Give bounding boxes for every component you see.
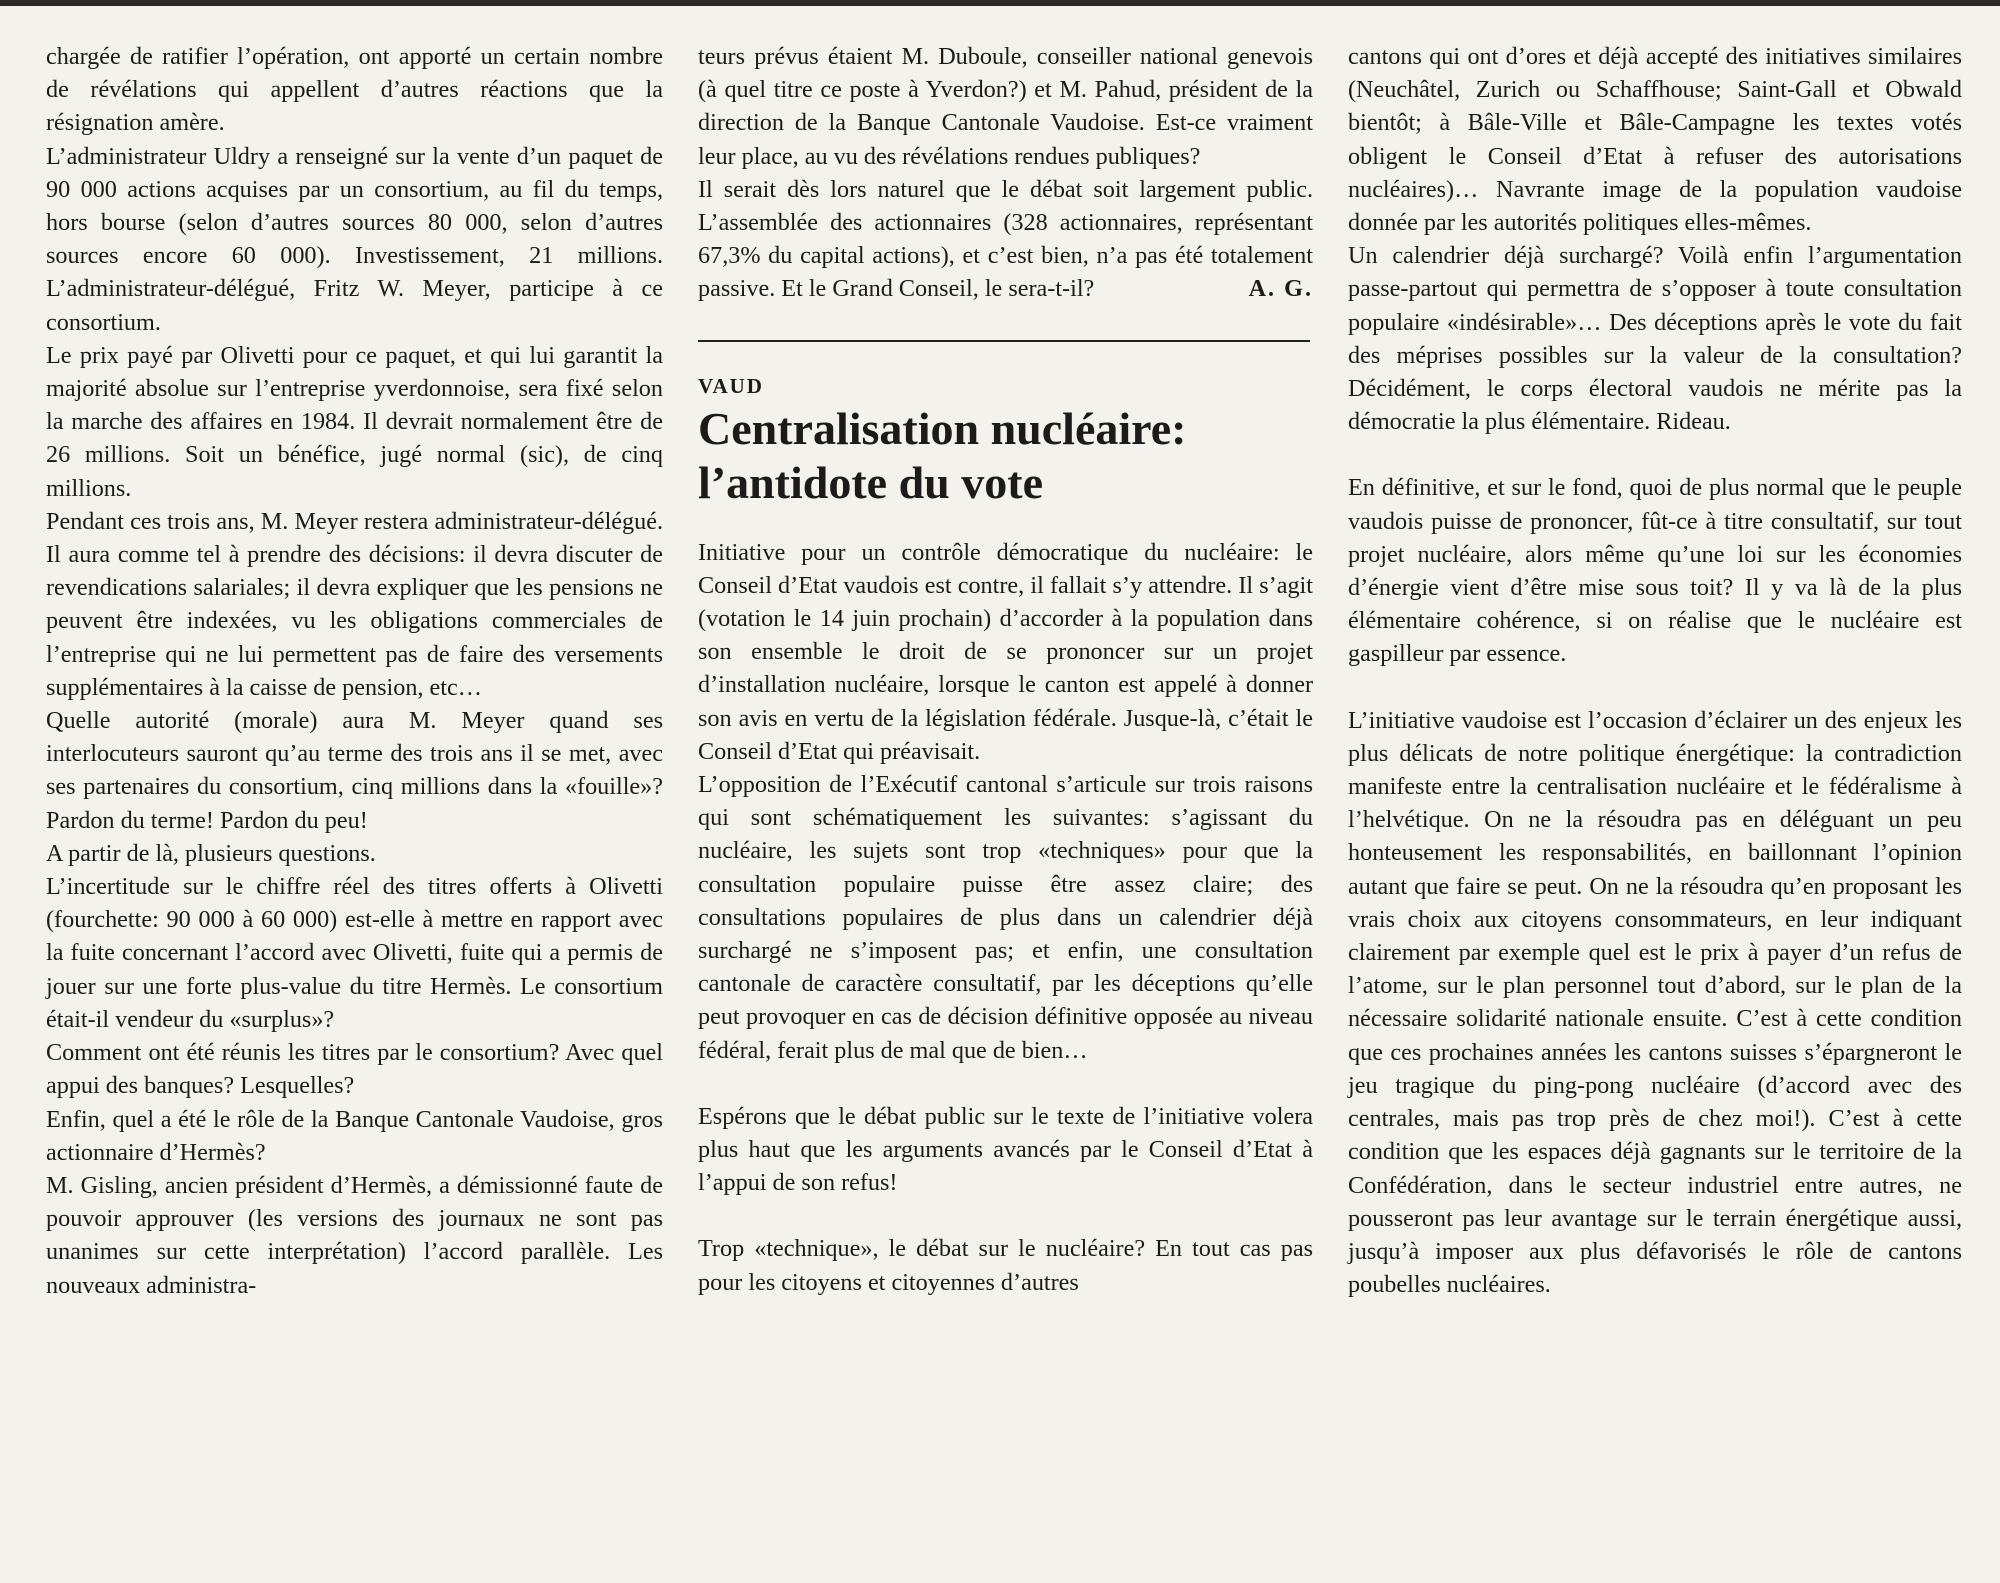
section-kicker: VAUD <box>698 373 764 398</box>
paragraph: L’incertitude sur le chiffre réel des titres offerts à Olivetti (fourchette: 90 000 à 60 000) est-elle à mettre en rapport avec la fuite concernant l’accord avec Olivetti, fuite qui a permis de jouer sur une forte plus-value du titre Hermès. Le consortium était-il vendeur du «surplus»? <box>46 873 663 1033</box>
paragraph: M. Gisling, ancien président d’Hermès, a démissionné faute de pouvoir approuver (les versions des journaux ne sont pas unanimes sur cette interprétation) l’accord parallèle. Les nouveaux administra- <box>46 1171 663 1299</box>
paragraph-text: Il serait dès lors naturel que le débat soit largement public. L’assemblée des actionnaires (328 actionnaires, représentant 67,3% du capital actions), et c’est bien, n’a pas été totalement passive. Et le Grand Conseil, le sera-t-il? <box>698 175 1313 303</box>
paragraph: Enfin, quel a été le rôle de la Banque Cantonale Vaudoise, gros actionnaire d’Hermès? <box>46 1105 663 1166</box>
paragraph: Espérons que le débat public sur le texte de l’initiative volera plus haut que les arguments avancés par le Conseil d’Etat à l’appui de son refus! <box>698 1102 1313 1197</box>
paragraph: L’administrateur Uldry a renseigné sur la vente d’un paquet de 90 000 actions acquises par un consortium, au fil du temps, hors bourse (selon d’autres sources 80 000, selon d’autres sources encore 60 000). Investissement, 21 millions. L’administrateur-délégué, Fritz W. Meyer, participe à ce consortium. <box>46 142 663 336</box>
column-1 <box>46 40 663 1302</box>
paragraph <box>698 173 1313 306</box>
paragraph: Un calendrier déjà surchargé? Voilà enfin l’argumentation passe-partout qui permettra de s’opposer à toute consultation populaire «indésirable»… Des déceptions après le vote du fait des méprises possibles sur la valeur de la consultation? Décidément, le corps électoral vaudois ne mérite pas la démocratie la plus élémentaire. Rideau. <box>1348 242 1962 436</box>
column-3 <box>1348 40 1962 1301</box>
paragraph: En définitive, et sur le fond, quoi de plus normal que le peuple vaudois puisse de prononcer, fût-ce à titre consultatif, sur tout projet nucléaire, alors même qu’une loi sur les économies d’énergie vient d’être mise sous toit? Il y va là de la plus élémentaire cohérence, si on réalise que le nucléaire est gaspilleur par essence. <box>1348 474 1962 668</box>
paragraph: A partir de là, plusieurs questions. <box>46 839 376 867</box>
top-border <box>0 0 2000 6</box>
author-signature: A. G. <box>1248 275 1313 303</box>
paragraph: chargée de ratifier l’opération, ont apporté un certain nombre de révélations qui appellent d’autres réactions que la résignation amère. <box>46 43 663 137</box>
column-2 <box>698 40 1313 1299</box>
paragraph: Pendant ces trois ans, M. Meyer restera administrateur-délégué. Il aura comme tel à prendre des décisions: il devra discuter de revendications salariales; il devra expliquer que les pensions ne peuvent être indexées, vu les obligations commerciales de l’entreprise qui ne lui permettent pas de faire des versements supplémentaires à la caisse de pension, etc… <box>46 507 663 701</box>
paragraph: teurs prévus étaient M. Duboule, conseiller national genevois (à quel titre ce poste à Yverdon?) et M. Pahud, président de la direction de la Banque Cantonale Vaudoise. Est-ce vraiment leur place, au vu des révélations rendues publiques? <box>698 43 1313 170</box>
paragraph: Comment ont été réunis les titres par le consortium? Avec quel appui des banques? Lesquelles? <box>46 1039 663 1100</box>
headline-line-1: Centralisation nucléaire: <box>698 402 1187 454</box>
article-headline <box>698 402 1313 510</box>
paragraph: Quelle autorité (morale) aura M. Meyer quand ses interlocuteurs sauront qu’au terme des trois ans il se met, avec ses partenaires du consortium, cinq millions dans la «fouille»? Pardon du terme! Pardon du peu! <box>46 707 663 834</box>
paragraph: Initiative pour un contrôle démocratique du nucléaire: le Conseil d’Etat vaudois est contre, il fallait s’y attendre. Il s’agit (votation le 14 juin prochain) d’accorder à la population dans son ensemble le droit de se prononcer sur un projet d’installation nucléaire, lorsque le canton est appelé à donner son avis en vertu de la législation fédérale. Jusque-là, c’était le Conseil d’Etat qui préavisait. <box>698 538 1313 765</box>
paragraph: cantons qui ont d’ores et déjà accepté des initiatives similaires (Neuchâtel, Zurich ou Schaffhouse; Saint-Gall et Obwald bientôt; à Bâle-Ville et Bâle-Campagne les textes votés obligent le Conseil d’Etat à refuser des autorisations nucléaires)… Navrante image de la population vaudoise donnée par les autorités politiques elles-mêmes. <box>1348 43 1962 237</box>
section-divider <box>698 340 1310 342</box>
paragraph: L’opposition de l’Exécutif cantonal s’articule sur trois raisons qui sont schématiquement les suivantes: s’agissant du nucléaire, les sujets sont trop «techniques» pour que la consultation populaire puisse être assez claire; des consultations populaires de plus dans un calendrier déjà surchargé ne s’imposent pas; et enfin, une consultation cantonale de caractère consultatif, par les déceptions qu’elle peut provoquer en cas de décision définitive opposée au niveau fédéral, ferait plus de mal que de bien… <box>698 771 1313 1064</box>
paragraph: Le prix payé par Olivetti pour ce paquet, et qui lui garantit la majorité absolue sur l’entreprise yverdonnoise, sera fixé selon la marche des affaires en 1984. Il devrait normalement être de 26 millions. Soit un bénéfice, jugé normal (sic), de cinq millions. <box>46 341 663 502</box>
headline-line-2: l’antidote du vote <box>698 456 1043 508</box>
paragraph: L’initiative vaudoise est l’occasion d’éclairer un des enjeux les plus délicats de notre politique énergétique: la contradiction manifeste entre la centralisation nucléaire et le fédéralisme à l’helvétique. On ne la résoudra pas en déléguant un peu honteusement les responsabilités, en baillonnant l’opinion autant que faire se peut. On ne la résoudra qu’en proposant les vrais choix aux citoyens consommateurs, en leur indiquant clairement par exemple quel est le prix à payer d’un refus de l’atome, sur le plan personnel tout d’abord, sur le plan de la nécessaire solidarité nationale ensuite. C’est à cette condition que ces prochaines années les cantons suisses s’épargneront le jeu tragique du ping-pong nucléaire (d’accord avec des centrales, mais pas trop près de chez moi!). C’est à cette condition que les espaces déjà gagnants sur le territoire de la Confédération, dans le secteur industriel entre autres, ne pousseront pas leur avantage sur le terrain énergétique aussi, jusqu’à imposer aux plus défavorisés le rôle de cantons poubelles nucléaires. <box>1348 706 1962 1299</box>
paragraph: Trop «technique», le débat sur le nucléaire? En tout cas pas pour les citoyens et citoyennes d’autres <box>698 1235 1313 1296</box>
